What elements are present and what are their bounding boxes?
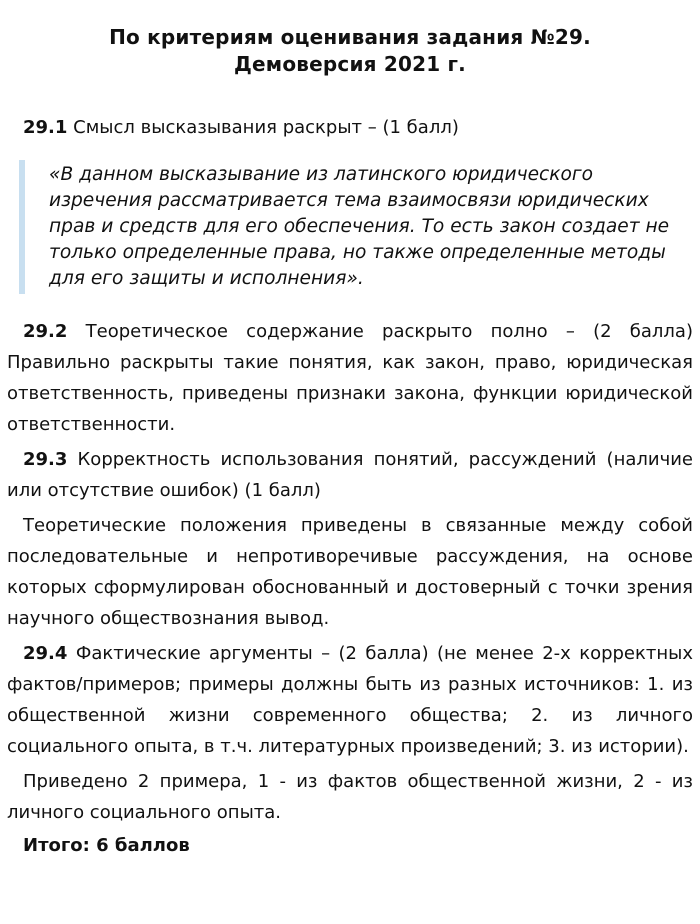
criterion-text: Фактические аргументы – (2 балла) (не менее 2-х корректных фактов/примеров; примеры должны быть из разных источников: 1. из общественной жизни современного общества; 2. из личного социального опыта, в т.ч. литературных произведений; 3. из истории). xyxy=(7,643,693,757)
criterion-number: 29.4 xyxy=(23,643,68,664)
total-score xyxy=(7,830,693,861)
criterion-29-4 xyxy=(7,638,693,762)
criterion-29-4-body: Приведено 2 примера, 1 - из фактов общественной жизни, 2 - из личного социального опыта. xyxy=(7,771,693,823)
criterion-29-1 xyxy=(7,115,693,141)
title-line-2: Демоверсия 2021 г. xyxy=(234,52,466,76)
example-quote: «В данном высказывание из латинского юридического изречения рассматривается тема взаимосвязи юридических прав и средств для его обеспечения. То есть закон создает не только определенные права, но также определенные методы для его защиты и исполнения». xyxy=(19,160,693,294)
criterion-number: 29.1 xyxy=(23,117,68,138)
criterion-29-3 xyxy=(7,444,693,506)
title-line-1: По критериям оценивания задания №29. xyxy=(109,25,591,49)
criterion-number: 29.2 xyxy=(23,321,68,342)
criterion-text: Теоретическое содержание раскрыто полно – (2 балла) Правильно раскрыты такие понятия, как закон, право, юридическая ответственность, приведены признаки закона, функции юридической ответственности. xyxy=(7,321,693,435)
document xyxy=(7,0,693,861)
criterion-29-2 xyxy=(7,316,693,440)
criterion-number: 29.3 xyxy=(23,449,68,470)
criterion-text: Смысл высказывания раскрыт – (1 балл) xyxy=(73,117,459,138)
total-score-text: Итого: 6 баллов xyxy=(23,835,190,856)
criterion-text: Корректность использования понятий, рассуждений (наличие или отсутствие ошибок) (1 балл) xyxy=(7,449,693,501)
document-title xyxy=(7,24,693,78)
criterion-29-3-body: Теоретические положения приведены в связанные между собой последовательные и непротиворечивые рассуждения, на основе которых сформулирован обоснованный и достоверный с точки зрения научного обществознания вывод. xyxy=(7,515,693,629)
